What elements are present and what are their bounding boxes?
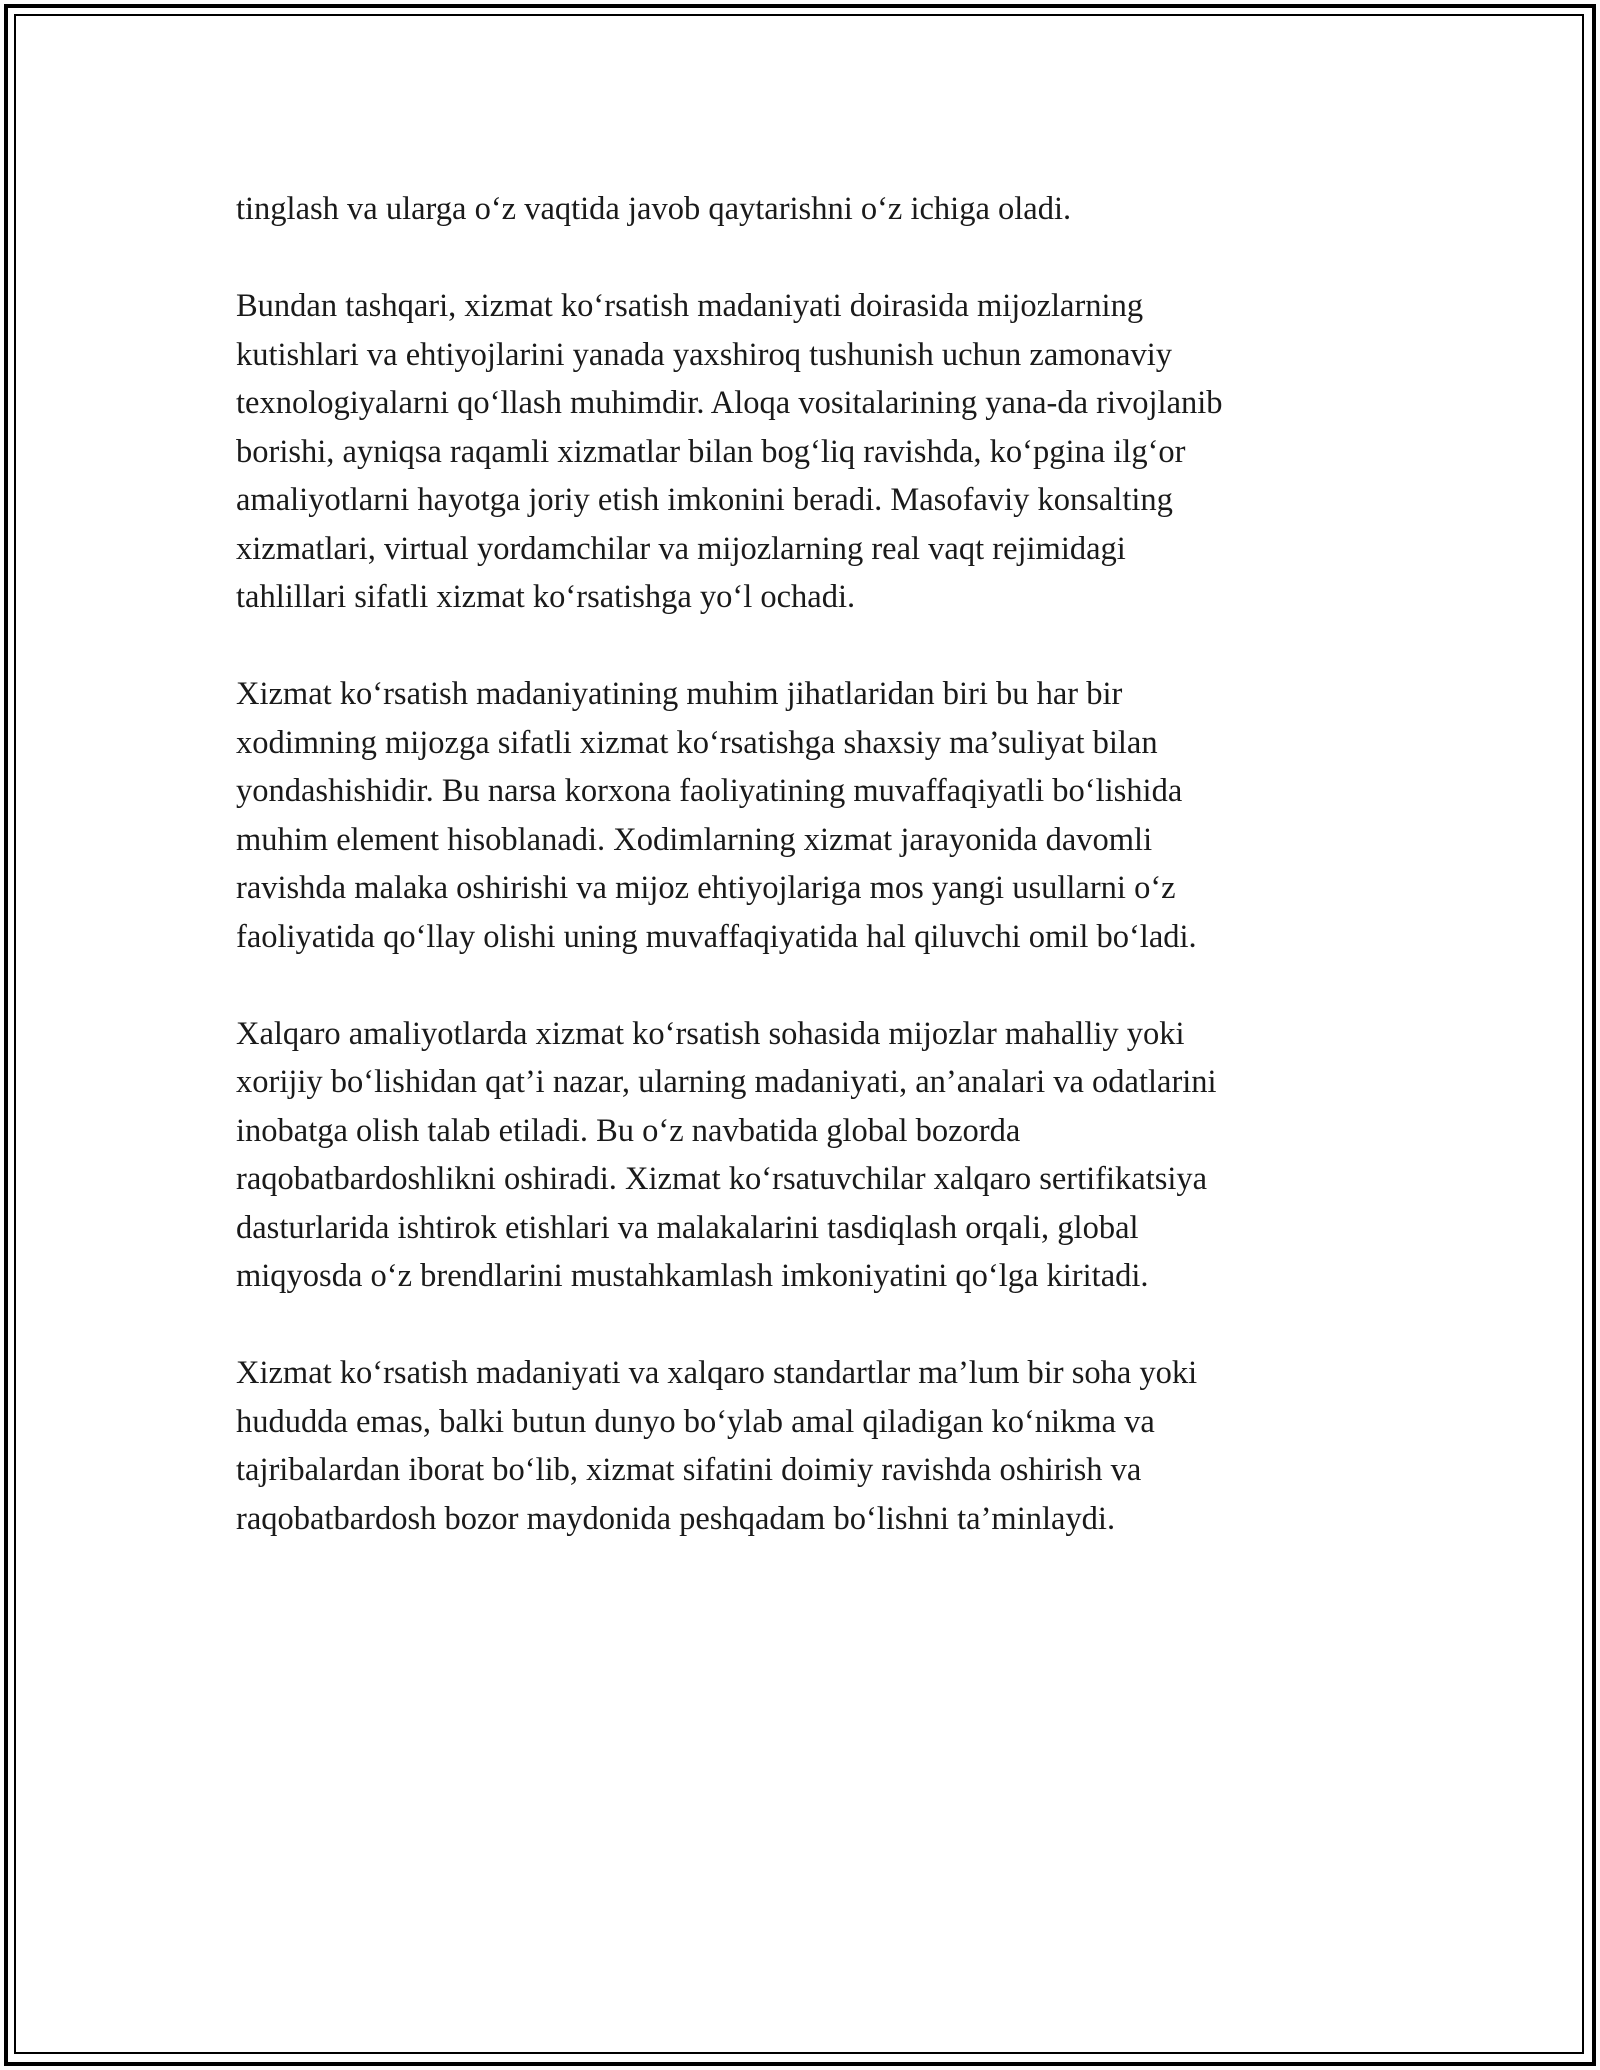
text-line: Xalqaro amaliyotlarda xizmat ko‘rsatish sohasida mijozlar mahalliy yoki <box>236 1015 1185 1052</box>
text-line: Xizmat ko‘rsatish madaniyatining muhim jihatlaridan biri bu har bir <box>236 676 1123 712</box>
paragraph-1 <box>236 185 1376 234</box>
document-body <box>236 185 1376 1592</box>
text-line: yondashishidir. Bu narsa korxona faoliyatining muvaffaqiyatli bo‘lishida <box>236 773 1183 809</box>
paragraph-2 <box>236 282 1376 622</box>
text-line: xodimning mijozga sifatli xizmat ko‘rsatishga shaxsiy ma’suliyat bilan <box>236 724 1158 761</box>
text-line: miqyosda o‘z brendlarini mustahkamlash imkoniyatini qo‘lga kiritadi. <box>236 1258 1149 1294</box>
text-line: amaliyotlarni hayotga joriy etish imkonini beradi. Masofaviy konsalting <box>236 482 1173 518</box>
text-line: ravishda malaka oshirishi va mijoz ehtiyojlariga mos yangi usullarni o‘z <box>236 870 1176 906</box>
text-line: raqobatbardoshlikni oshiradi. Xizmat ko‘rsatuvchilar xalqaro sertifikatsiya <box>236 1161 1208 1197</box>
text-line: texnologiyalarni qo‘llash muhimdir. Aloqa vositalarining yana-da rivojlanib <box>236 385 1223 421</box>
text-line: tinglash va ularga o‘z vaqtida javob qaytarishni o‘z ichiga oladi. <box>236 191 1072 227</box>
paragraph-5 <box>236 1349 1376 1543</box>
paragraph-3 <box>236 670 1376 961</box>
text-line: faoliyatida qo‘llay olishi uning muvaffaqiyatida hal qiluvchi omil bo‘ladi. <box>236 918 1197 955</box>
paragraph-4 <box>236 1010 1376 1301</box>
text-line: xorijiy bo‘lishidan qat’i nazar, ularning madaniyati, an’analari va odatlarini <box>236 1064 1217 1100</box>
text-line: Xizmat ko‘rsatish madaniyati va xalqaro standartlar ma’lum bir soha yoki <box>236 1355 1198 1391</box>
text-line: hududda emas, balki butun dunyo bo‘ylab amal qiladigan ko‘nikma va <box>236 1403 1155 1440</box>
text-line: xizmatlari, virtual yordamchilar va mijozlarning real vaqt rejimidagi <box>236 530 1126 567</box>
text-line: Bundan tashqari, xizmat ko‘rsatish madaniyati doirasida mijozlarning <box>236 288 1144 324</box>
text-line: inobatga olish talab etiladi. Bu o‘z navbatida global bozorda <box>236 1112 1021 1149</box>
text-line: kutishlari va ehtiyojlarini yanada yaxshiroq tushunish uchun zamonaviy <box>236 336 1172 373</box>
text-line: tahlillari sifatli xizmat ko‘rsatishga yo‘l ochadi. <box>236 579 856 615</box>
text-line: tajribalardan iborat bo‘lib, xizmat sifatini doimiy ravishda oshirish va <box>236 1452 1142 1488</box>
text-line: raqobatbardosh bozor maydonida peshqadam bo‘lishni ta’minlaydi. <box>236 1500 1116 1537</box>
text-line: dasturlarida ishtirok etishlari va malakalarini tasdiqlash orqali, global <box>236 1209 1139 1246</box>
text-line: borishi, ayniqsa raqamli xizmatlar bilan bog‘liq ravishda, ko‘pgina ilg‘or <box>236 433 1186 470</box>
text-line: muhim element hisoblanadi. Xodimlarning xizmat jarayonida davomli <box>236 821 1153 858</box>
